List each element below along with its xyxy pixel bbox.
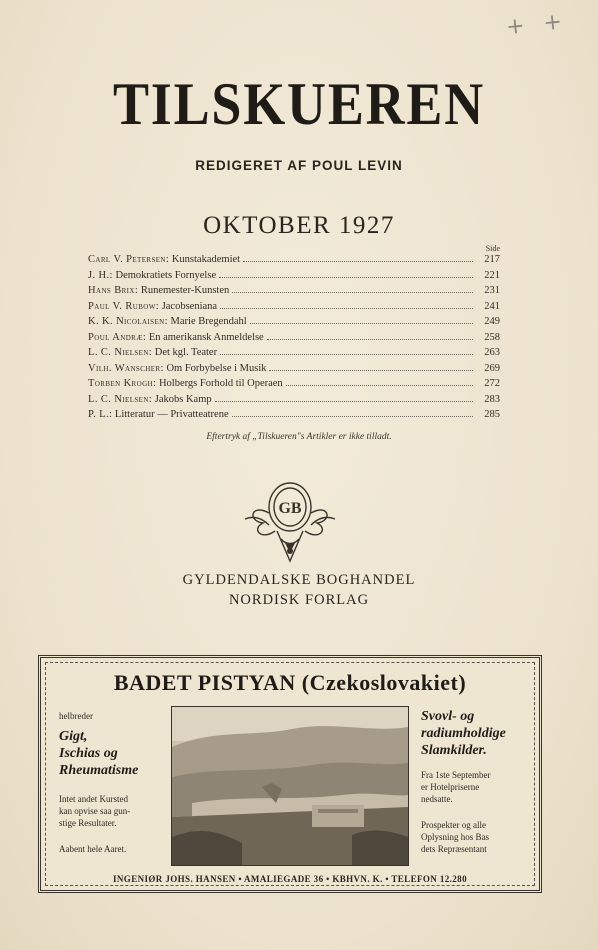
pencil-mark: + +: [504, 8, 570, 41]
ad-contact-footer: INGENIØR JOHS. HANSEN • AMALIEGADE 36 • KBHVN. K. • TELEFON 12.280: [113, 874, 467, 884]
ad-right-column: Svovl- og radiumholdige Slamkilder. Fra 1ste September er Hotelpriserne nedsatte. Prospekter og alle Oplysning hos Bas dets Repræsentant: [421, 709, 506, 854]
ad-left-column: helbreder Gigt, Ischias og Rheumatisme Intet andet Kursted kan opvise saa gun- stige Resultater. Aabent hele Aaret.: [59, 711, 139, 854]
toc-entry: Vilh. Wanscher: Om Forbybelse i Musik 269: [88, 362, 500, 374]
toc-entry: Hans Brix: Runemester-Kunsten 231: [88, 285, 500, 296]
copyright-notice: Eftertryk af „Tilskueren"s Artikler er ikke tilladt.: [206, 432, 392, 442]
toc-entry: J. H.: Demokratiets Fornyelse 221: [88, 269, 500, 281]
editor-line: REDIGERET AF POUL LEVIN: [195, 158, 403, 173]
table-of-contents: [88, 252, 500, 423]
toc-entry: Carl V. Petersen: Kunstakademiet 217: [88, 254, 500, 265]
svg-text:GB: GB: [278, 500, 302, 517]
toc-entry: L. C. Nielsen: Jakobs Kamp 283: [88, 393, 500, 405]
publisher-emblem-icon: [241, 473, 339, 565]
issue-date: OKTOBER 1927: [203, 212, 395, 239]
toc-entry: Paul V. Rubow: Jacobseniana 241: [88, 300, 500, 312]
spa-landscape-photo: [171, 706, 409, 866]
publisher-name: GYLDENDALSKE BOGHANDEL NORDISK FORLAG: [182, 572, 416, 608]
toc-entry: K. K. Nicolaisen: Marie Bregendahl 249: [88, 316, 500, 327]
ad-title: BADET PISTYAN (Czekoslovakiet): [113, 670, 467, 695]
toc-entry: Torben Krogh: Holbergs Forhold til Operaen 272: [88, 378, 500, 389]
toc-entry: Poul Andræ: En amerikansk Anmeldelse 258: [88, 331, 500, 343]
toc-page-header: Side: [485, 244, 500, 253]
toc-entry: P. L.: Litteratur — Privatteatrene 285: [88, 409, 500, 420]
magazine-title: TILSKUEREN: [112, 71, 486, 137]
spa-advertisement: [38, 655, 542, 893]
toc-entry: L. C. Nielsen: Det kgl. Teater 263: [88, 347, 500, 358]
